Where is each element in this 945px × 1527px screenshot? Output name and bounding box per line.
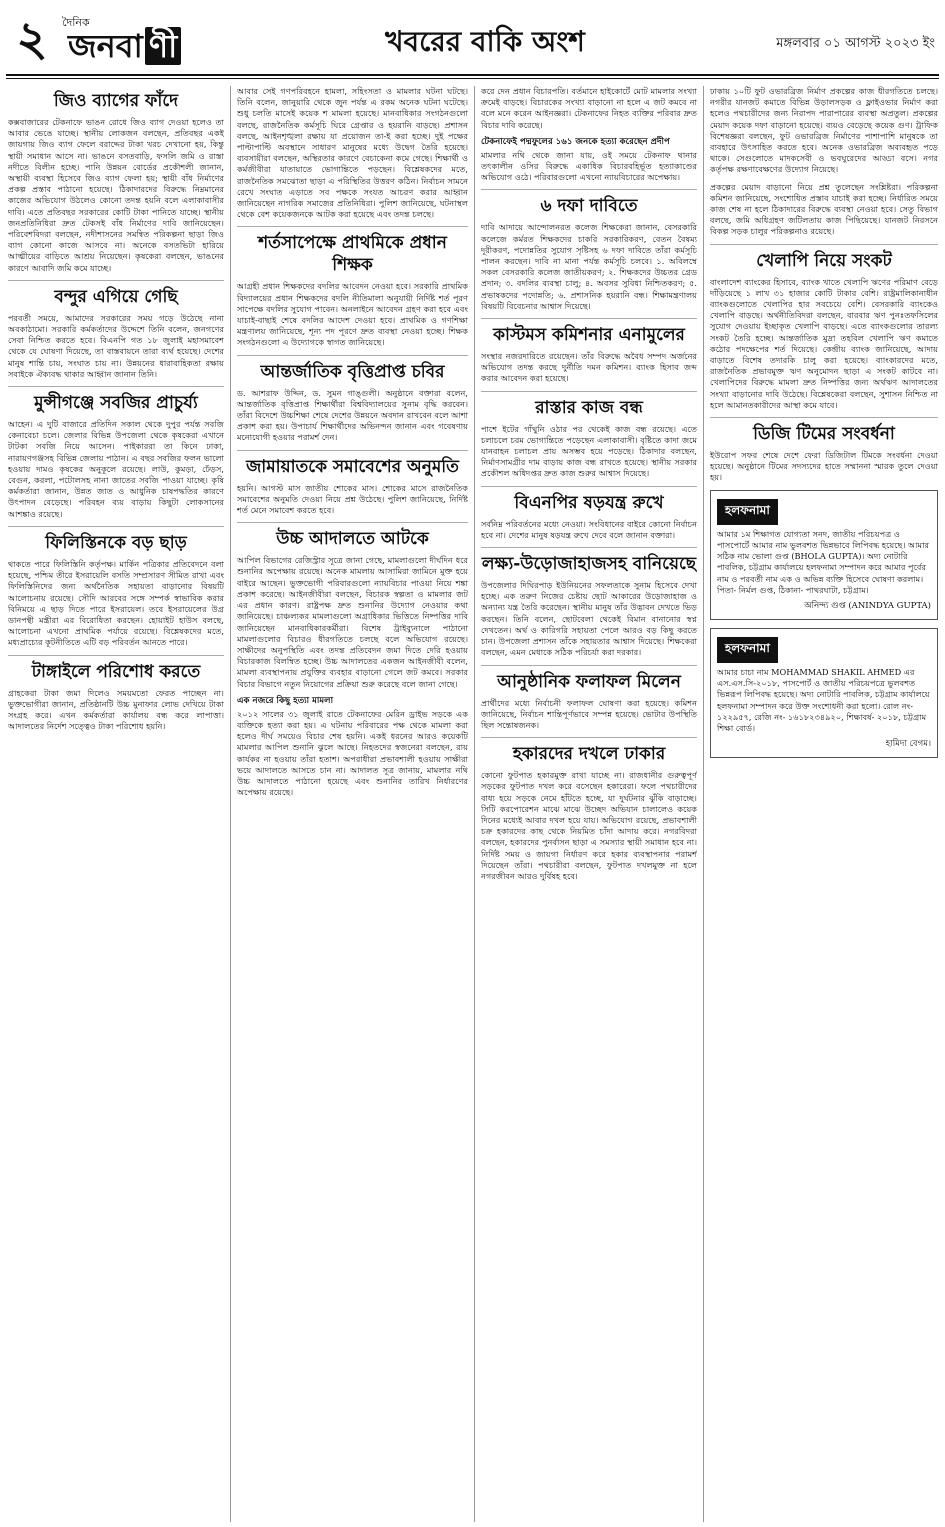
masthead-rule-thin	[6, 78, 939, 79]
article-headline: আনুষ্ঠানিক ফলাফল মিলেন	[481, 665, 697, 693]
article-body: ইউরোপ সফর শেষে দেশে ফেরা ডিজিটাল টিমকে সংবর্ধনা দেওয়া হয়েছে। অনুষ্ঠানে টিমের সদস্যদের হাতে সম্মাননা স্মারক তুলে দেওয়া হয়।	[710, 450, 938, 483]
article-body: আপিল বিভাগের রেজিস্ট্রার সূত্রে জানা গেছে, মামলাগুলো দীর্ঘদিন ধরে শুনানির অপেক্ষায় রয়েছে। অনেক মামলায় আসামিরা জামিনে মুক্ত হয়ে বাইরে আছেন। ভুক্তভোগী পরিবারগুলো ন্যায়বিচার পাওয়া নিয়ে শঙ্কা প্রকাশ করেছে। আইনজীবীরা বলছেন, বিচারক স্বল্পতা ও মামলার জট এর প্রধান কারণ। রাষ্ট্রপক্ষ দ্রুত শুনানির উদ্যোগ নেওয়ার কথা জানিয়েছে। চাঞ্চল্যকর মামলাগুলো অগ্রাধিকার ভিত্তিতে নিষ্পত্তির দাবি জানিয়েছেন মানবাধিকারকর্মীরা। বিশেষ ট্রাইব্যুনালে পাঠানো মামলাগুলোর বিচারও ধীরগতিতে চলছে বলে অভিযোগ রয়েছে। সাক্ষীদের অনুপস্থিতি এবং তদন্ত প্রতিবেদন জমা দিতে দেরি হওয়ায় বিচারকাজ বিলম্বিত হচ্ছে। উচ্চ আদালতের একজন আইনজীবী বলেন, মামলা ব্যবস্থাপনায় প্রযুক্তির ব্যবহার বাড়ানো গেলে জট কমবে। সরকার বিচার বিভাগে নতুন নিয়োগের প্রক্রিয়া শুরু করেছে বলে জানা গেছে।	[237, 555, 468, 689]
daily-label: দৈনিক	[62, 16, 90, 29]
article-body: করে দেন প্রধান বিচারপতি। বর্তমানে হাইকোর্টে মোট মামলার সংখ্যা ক্রমেই বাড়ছে। বিচারকের সংখ্যা বাড়ানো না হলে এ জট কমবে না বলে মনে করেন আইনজ্ঞরা। টেকনাফের নিহত ব্যক্তির পরিবার দ্রুত বিচার দাবি করেছে।	[481, 86, 697, 130]
article	[237, 450, 468, 517]
article-body: বাংলাদেশ ব্যাংকের হিসাবে, ব্যাংক খাতে খেলাপি ঋণের পরিমাণ বেড়ে দাঁড়িয়েছে ১ লাখ ৩১ হাজার কোটি টাকার বেশি। রাষ্ট্রমালিকানাধীন ব্যাংকগুলোতে খেলাপির হার সবচেয়ে বেশি। বেসরকারি ব্যাংকেও খেলাপি বাড়ছে। অর্থনীতিবিদরা বলছেন, বারবার ঋণ পুনঃতফসিলের সুযোগ দেওয়ায় ইচ্ছাকৃত খেলাপি বাড়ছে। এতে ব্যাংকগুলোর তারল্য সংকট তৈরি হচ্ছে। আন্তর্জাতিক মুদ্রা তহবিল খেলাপি ঋণ কমাতে কঠোর পদক্ষেপের শর্ত দিয়েছে। কেন্দ্রীয় ব্যাংক জানিয়েছে, আদায় বাড়াতে বিশেষ তদারকি চালু করা হয়েছে। ব্যাংকারদের মতে, রাজনৈতিক প্রভাবমুক্ত ঋণ অনুমোদন ছাড়া এ সংকট কাটবে না। খেলাপিদের বিরুদ্ধে মামলা দ্রুত নিষ্পত্তির জন্য অর্থঋণ আদালতের সংখ্যা বাড়ানোর দাবি উঠেছে। বিশ্লেষকেরা বলছেন, সুশাসন নিশ্চিত না হলে আমানতকারীদের আস্থা কমে যাবে।	[710, 276, 938, 410]
affidavit-signature: হামিদা বেগম।	[885, 739, 931, 750]
article	[8, 280, 224, 380]
article-headline: টাঙ্গাইলে পরিশোধ করতে	[8, 655, 224, 683]
article	[8, 655, 224, 733]
article-body: থাকতে পারে ফিলিস্তিনি কর্তৃপক্ষ। মার্কিন পত্রিকার প্রতিবেদনে বলা হয়েছে, পশ্চিম তীরে ইসরায়েলি বসতি সম্প্রসারণ সীমিত রাখা এবং ফিলিস্তিনিদের জন্য অর্থনৈতিক সহায়তা বাড়ানোর বিষয়টি আলোচনায় রয়েছে। সৌদি আরবের সঙ্গে সম্পর্ক স্বাভাবিক করার বিনিময়ে এ ছাড় দিতে পারে ইসরায়েল। তবে ইসরায়েলের উগ্র ডানপন্থী মন্ত্রীরা এর বিরোধিতা করছেন। হোয়াইট হাউস বলছে, আলোচনা এখনো প্রাথমিক পর্যায়ে রয়েছে। বিশ্লেষকদের মতে, মধ্যপ্রাচ্যের কূটনীতিতে এটি বড় পরিবর্তন আনতে পারে।	[8, 558, 224, 648]
article-headline: বন্দুর এগিয়ে গেছি	[8, 280, 224, 308]
article	[8, 386, 224, 520]
article	[710, 182, 938, 238]
article	[237, 86, 468, 220]
article-headline: আন্তর্জাতিক বৃত্তিপ্রাপ্ত চবির	[237, 355, 468, 383]
article	[710, 244, 938, 411]
affidavit-notice	[710, 628, 938, 758]
affidavit-signature: অনিন্দ্য গুপ্ত (ANINDYA GUPTA)	[804, 600, 931, 611]
masthead-rule	[6, 74, 939, 76]
article-headline: ফিলিস্তিনকে বড় ছাড়	[8, 526, 224, 554]
article-body: আগ্রহী প্রধান শিক্ষকদের বদলির আবেদন নেওয়া হবে। সরকারি প্রাথমিক বিদ্যালয়ের প্রধান শিক্ষকদের বদলি নীতিমালা অনুযায়ী নির্দিষ্ট শর্ত পূরণ সাপেক্ষে বদলির সুযোগ পাবেন। অনলাইনে আবেদন গ্রহণ করা হবে এবং যাচাই-বাছাই শেষে বদলির আদেশ দেওয়া হবে। প্রাথমিক ও গণশিক্ষা মন্ত্রণালয় জানিয়েছে, শূন্য পদ পূরণে দ্রুত ব্যবস্থা নেওয়া হচ্ছে। শিক্ষক সংগঠনগুলো এ উদ্যোগকে স্বাগত জানিয়েছে।	[237, 281, 468, 348]
article-body: ঢাকায় ১০টি ফুট ওভারব্রিজ নির্মাণ প্রকল্পের কাজ ধীরগতিতে চলছে। নগরীর যানজট কমাতে বিভিন্ন উড়ালসড়ক ও ফ্লাইওভার নির্মাণ করা হলেও পথচারীদের জন্য নিরাপদ পারাপারের ব্যবস্থা অপ্রতুল। প্রকল্পের মেয়াদ কয়েক দফা বাড়ানো হয়েছে। ব্যয়ও বেড়েছে কয়েক গুণ। ট্রাফিক বিশেষজ্ঞরা বলছেন, ফুট ওভারব্রিজ নির্মাণের পাশাপাশি মানুষকে তা ব্যবহারে উৎসাহিত করতে হবে। অনেক ওভারব্রিজ অব্যবহৃত পড়ে থাকে। সেগুলোতে মাদকসেবী ও ভবঘুরেদের আড্ডা বসে। নগর কর্তৃপক্ষ রক্ষণাবেক্ষণের উদ্যোগ নিয়েছে।	[710, 86, 938, 175]
article-body: গ্রাহকেরা টাকা জমা দিলেও সময়মতো ফেরত পাচ্ছেন না। ভুক্তভোগীরা জানান, প্রতিষ্ঠানটি উচ্চ মুনাফার লোভ দেখিয়ে টাকা সংগ্রহ করে। এখন কর্মকর্তারা কার্যালয় বন্ধ করে লাপাত্তা। আদালতের নির্দেশ সত্ত্বেও টাকা পরিশোধ হয়নি।	[8, 687, 224, 732]
article-headline: ডিজি টিমের সংবর্ধনা	[710, 417, 938, 445]
article-body: প্রার্থীদের মধ্যে নির্বাচনী ফলাফল ঘোষণা করা হয়েছে। কমিশন জানিয়েছে, নির্বাচন শান্তিপূর্ণভাবে সম্পন্ন হয়েছে। ভোটার উপস্থিতি ছিল সন্তোষজনক।	[481, 697, 697, 730]
article	[710, 417, 938, 484]
article-headline: খেলাপি নিয়ে সংকট	[710, 244, 938, 272]
article	[481, 737, 697, 882]
article	[237, 696, 468, 799]
article	[8, 526, 224, 649]
article-headline: বিএনপির ষড়যন্ত্র রুখে	[481, 486, 697, 514]
article	[8, 90, 224, 274]
logo-main: জনবা	[68, 27, 143, 65]
article-headline: উচ্চ আদালতে আটকে	[237, 522, 468, 550]
article-body: উপজেলার দিঘিরপাড় ইউনিয়নের সফলতাকে সুনাম হিসেবে দেখা হচ্ছে। এক তরুণ নিজের চেষ্টায় ছোট আকারের উড়োজাহাজ ও অন্যান্য যন্ত্র তৈরি করেছেন। স্থানীয় মানুষ তাঁর উদ্ভাবন দেখতে ভিড় করছেন। তিনি বলেন, ছোটবেলা থেকেই বিমান বানানোর স্বপ্ন দেখতেন। অর্থ ও কারিগরি সহায়তা পেলে আরও বড় কিছু করতে চান। উপজেলা প্রশাসন তাঁকে সহায়তার আশ্বাস দিয়েছে। শিক্ষকেরা বলছেন, এমন মেধাকে সঠিক পরিচর্যা করা দরকার।	[481, 580, 697, 658]
article	[481, 486, 697, 541]
article-headline: কাস্টমস কমিশনার এনামুলের	[481, 318, 697, 346]
article-headline: হকারদের দখলে ঢাকার	[481, 737, 697, 765]
article-headline: লক্ষ্য-উড়োজাহাজসহ বানিয়েছে	[481, 547, 697, 575]
affidavit-title: হলফনামা	[717, 637, 778, 663]
dateline: মঙ্গলবার ০১ আগস্ট ২০২৩ ইং	[776, 36, 935, 51]
article-headline: জিও ব্যাগের ফাঁদে	[53, 91, 179, 111]
article-body: পরবর্তী সময়ে, আমাদের সরকারের সময় গড়ে উঠেছে নানা অবকাঠামো। সরকারি কর্মকর্তাদের উদ্দেশে তিনি বলেন, জনগণের সেবা নিশ্চিত করতে হবে। বিএনপি গত ১৮ জুলাই মহাসমাবেশ থেকে যে ঘোষণা দিয়েছে, তা বাস্তবায়নে তারা ব্যর্থ হয়েছে। দেশের মানুষ শান্তি চায়, সংঘাত চায় না। উন্নয়নের ধারাবাহিকতা রক্ষায় সবাইকে ঐক্যবদ্ধ থাকার আহ্বান জানান তিনি।	[8, 312, 224, 379]
column-4	[710, 86, 938, 1522]
article	[481, 547, 697, 658]
column-1	[8, 86, 224, 1522]
article	[481, 665, 697, 732]
article-headline: জামায়াতকে সমাবেশের অনুমতি	[237, 450, 468, 478]
article	[710, 86, 938, 176]
article-body: হয়নি। আগস্ট মাস জাতীয় শোকের মাস। শোকের মাসে রাজনৈতিক সমাবেশের অনুমতি দেওয়া নিয়ে প্রশ্ন উঠেছে। পুলিশ জানিয়েছে, নির্দিষ্ট শর্ত মেনে সমাবেশ করতে হবে।	[237, 482, 468, 516]
article	[481, 86, 697, 131]
column-3	[481, 86, 697, 1522]
article-headline: মুন্সীগঞ্জে সবজির প্রাচুর্য্য	[8, 386, 224, 414]
affidavit-notice	[710, 490, 938, 620]
section-title: খবরের বাকি অংশ	[385, 25, 585, 58]
article-subhead: এক নজরে কিছু হত্যা মামলা	[237, 695, 334, 706]
article-body: পাশে ইটের গাঁথুনি ওঠার পর থেকেই কাজ বন্ধ রয়েছে। এতে চলাচলে চরম ভোগান্তিতে পড়েছেন এলাকাবাসী। বৃষ্টিতে কাদা জমে যানবাহন চলাচল প্রায় অসম্ভব হয়ে পড়েছে। ঠিকাদার বলছেন, নির্মাণসামগ্রীর দাম বাড়ায় কাজ বন্ধ রাখতে হয়েছে। স্থানীয় সরকার প্রকৌশল অধিদপ্তর দ্রুত কাজ শুরুর আশ্বাস দিয়েছে।	[481, 423, 697, 479]
affidavit-body: আমার চাচা নাম MOHAMMAD SHAKIL AHMED এর এস.এস.সি-২০১৮, পাসপোর্ট ও জাতীয় পরিচয়পত্রে ভুলবশত ভিন্নরূপ লিপিবদ্ধ হয়েছে। অদ্য নোটারি পাবলিক, চট্টগ্রাম কার্যালয়ে হলফনামা সম্পাদন করে উক্ত সংশোধনী করা হলো। রোল নং- ১২২৯৫৭, রেজি নং- ১৬১৮২৩৪৯২০, শিক্ষাবর্ষ- ২০১৮, চট্টগ্রাম শিক্ষা বোর্ড।	[717, 666, 930, 733]
article	[481, 189, 697, 312]
article-body: সংস্থার নজরদারিতে রয়েছেন। তাঁর বিরুদ্ধে অবৈধ সম্পদ অর্জনের অভিযোগ তদন্ত করছে দুর্নীতি দমন কমিশন। ব্যাংক হিসাব জব্দ করার আবেদন করা হয়েছে।	[481, 351, 697, 384]
article-body: আবার সেই গণপরিবহনে হামলা, সহিংসতা ও মামলার ঘটনা ঘটছে। তিনি বলেন, জানুয়ারি থেকে জুন পর্যন্ত এ রকম অনেক ঘটনা ঘটেছে। শুধু চলতি মাসেই কয়েক শ মামলা হয়েছে। মানবাধিকার সংগঠনগুলো বলছে, রাজনৈতিক কর্মসূচি ঘিরে গ্রেপ্তার ও হয়রানি বাড়ছে। প্রশাসন বলছে, আইনশৃঙ্খলা রক্ষায় যা প্রয়োজন তা-ই করা হচ্ছে। দুই পক্ষের পাল্টাপাল্টি অবস্থানে সাধারণ মানুষের মধ্যে উদ্বেগ তৈরি হয়েছে। ব্যবসায়ীরা বলছেন, অস্থিরতার কারণে বেচাকেনা কমে গেছে। শিক্ষার্থী ও কর্মজীবীরা যাতায়াতে ভোগান্তিতে পড়ছেন। বিশ্লেষকদের মতে, রাজনৈতিক সমঝোতা ছাড়া এ পরিস্থিতির উত্তরণ কঠিন। নির্বাচন সামনে রেখে সংঘাত এড়াতে সব পক্ষকে সংযত আচরণ করার আহ্বান জানিয়েছেন নাগরিক সমাজের প্রতিনিধিরা। পুলিশ জানিয়েছে, ঘটনাস্থল থেকে বেশ কয়েকজনকে আটক করা হয়েছে এবং তদন্ত চলছে।	[237, 86, 468, 220]
column-divider	[474, 86, 475, 1522]
article	[237, 355, 468, 444]
article-body: আহেন। এ দুটি বাজারে প্রতিদিন সকাল থেকে দুপুর পর্যন্ত সবজি কেনাবেচা চলে। জেলার বিভিন্ন উপজেলা থেকে কৃষকেরা এখানে টাটকা সবজি নিয়ে আসেন। পাইকাররা তা কিনে ঢাকা, নারায়ণগঞ্জসহ বিভিন্ন জেলায় পাঠান। এ বছর সবজির ফলন ভালো হওয়ায় দামও কৃষকের অনুকূলে রয়েছে। লাউ, কুমড়া, ঢেঁড়স, বেগুন, করলা, পটোলসহ নানা জাতের সবজি পাওয়া যাচ্ছে। কৃষি কর্মকর্তারা জানান, উন্নত জাত ও আধুনিক চাষপদ্ধতির কারণে উৎপাদন বেড়েছে। পরিবহন ব্যয় বাড়ায় কিছুটা লোকসানের আশঙ্কাও রয়েছে।	[8, 419, 224, 519]
article	[481, 391, 697, 480]
newspaper-logo	[62, 26, 187, 66]
article-subhead: টেকনাফেই পদ্মফুলের ১৬১ জনকে হত্যা করেছেন প্রদীপ	[481, 136, 670, 147]
affidavit-title: হলফনামা	[717, 499, 778, 525]
article-body: ২০১২ সালের ৩১ জুলাই রাতে টেকনাফের মেরিন ড্রাইভ সড়কে এক ব্যক্তিকে হত্যা করা হয়। এ ঘটনায় পরিবারের পক্ষ থেকে মামলা করা হলেও দীর্ঘ সময়েও বিচার শেষ হয়নি। একই ধরনের আরও কয়েকটি মামলার আপিল শুনানি ঝুলে আছে। নিহতদের স্বজনেরা বলছেন, রায় কার্যকর না হওয়ায় তাঁরা হতাশ। অপরাধীরা প্রভাবশালী হওয়ায় সাক্ষীরা ভয়ে আদালতে আসতে চান না। আদালত সূত্র জানায়, মামলার নথি উচ্চ আদালতে পাঠানো হয়েছে এবং শুনানির তারিখ নির্ধারণের অপেক্ষায় রয়েছে।	[237, 708, 468, 798]
article-headline: ৬ দফা দাবিতে	[481, 189, 697, 217]
article-body: কোনো ফুটপাত হকারমুক্ত রাখা যাচ্ছে না। রাজধানীর গুরুত্বপূর্ণ সড়কের ফুটপাত দখল করে বসেছেন হকারেরা। ফলে পথচারীদের বাধ্য হয়ে সড়কে নেমে হাঁটতে হচ্ছে, যা দুর্ঘটনার ঝুঁকি বাড়াচ্ছে। সিটি করপোরেশন মাঝে মাঝে উচ্ছেদ অভিযান চালালেও কয়েক দিনের মধ্যেই আবার দখল হয়ে যায়। অভিযোগ রয়েছে, প্রভাবশালী চক্র হকারদের কাছ থেকে নিয়মিত চাঁদা আদায় করে। নগরবিদরা বলছেন, হকারদের পুনর্বাসন ছাড়া এ সমস্যার স্থায়ী সমাধান হবে না। নির্দিষ্ট সময় ও জায়গা নির্ধারণ করে হকার ব্যবস্থাপনার পরামর্শ দিয়েছেন তাঁরা। পথচারীরা বলছেন, ফুটপাত দখলমুক্ত না হলে নগরজীবন আরও দুর্বিষহ হবে।	[481, 770, 697, 881]
article	[481, 137, 697, 184]
column-2	[237, 86, 468, 1522]
page-number: ২	[16, 11, 48, 67]
article-body: দাবি আদায়ে আন্দোলনরত কলেজ শিক্ষকেরা জানান, বেসরকারি কলেজে কর্মরত শিক্ষকদের চাকরি সরকারিকরণ, বেতন বৈষম্য দূরীকরণ, পদোন্নতির সুযোগ সৃষ্টিসহ ৬ দফা দাবিতে তাঁরা কর্মসূচি পালন করছেন। দাবি না মানা পর্যন্ত কর্মসূচি চলবে। ১. অবিলম্বে সকল বেসরকারি কলেজ জাতীয়করণ; ২. শিক্ষকদের উচ্চতর গ্রেড প্রদান; ৩. বদলির ব্যবস্থা চালু; ৪. অবসর সুবিধা নিশ্চিতকরণ; ৫. প্রভাষকদের পদোন্নতি; ৬. প্রশাসনিক হয়রানি বন্ধ। শিক্ষামন্ত্রণালয় বিষয়টি বিবেচনার আশ্বাস দিয়েছে।	[481, 222, 697, 311]
article	[237, 226, 468, 348]
column-divider	[703, 86, 704, 1522]
masthead	[0, 0, 945, 80]
article-headline: রাস্তার কাজ বন্ধ	[481, 391, 697, 419]
article-headline: শর্তসাপেক্ষে প্রাথমিকে প্রধান শিক্ষক	[237, 226, 468, 276]
article	[237, 522, 468, 689]
column-divider	[230, 86, 231, 1522]
article-body: প্রকল্পের মেয়াদ বাড়ানো নিয়ে প্রশ্ন তুলেছেন সংশ্লিষ্টরা। পরিকল্পনা কমিশন জানিয়েছে, সংশোধিত প্রস্তাব যাচাই করা হচ্ছে। নির্ধারিত সময়ে কাজ শেষ না হলে ঠিকাদারের বিরুদ্ধে ব্যবস্থা নেওয়া হবে। সেতু বিভাগ বলছে, জমি অধিগ্রহণ জটিলতায় কাজ পিছিয়েছে। যানজট নিরসনে বিকল্প সড়ক চালুর পরিকল্পনাও রয়েছে।	[710, 181, 938, 237]
article-body: ড. আশরাফ উদ্দিন, ড. সুমন গাঙ্গুলী। অনুষ্ঠানে বক্তারা বলেন, আন্তর্জাতিক বৃত্তিপ্রাপ্ত শিক্ষার্থীরা বিশ্ববিদ্যালয়ের সুনাম বৃদ্ধি করবেন। তাঁরা বিদেশে উচ্চশিক্ষা শেষে দেশের উন্নয়নে অবদান রাখবেন বলে আশা প্রকাশ করা হয়। উপাচার্য শিক্ষার্থীদের অভিনন্দন জানান এবং গবেষণায় মনোযোগী হওয়ার পরামর্শ দেন।	[237, 387, 468, 443]
article-body: সর্বনিম্ন পরিবর্তনের মধ্যে নেওয়া। সংবিধানের বাইরে কোনো নির্বাচন হবে না। দেশের মানুষ ষড়যন্ত্র রুখে দেবে বলে জানান বক্তারা।	[481, 518, 697, 540]
article	[481, 318, 697, 385]
logo-tail: ণী	[145, 27, 182, 65]
article-body: মামলার নথি থেকে জানা যায়, ওই সময়ে টেকনাফ থানার তৎকালীন ওসির বিরুদ্ধে একাধিক বিচারবহির্ভূত হত্যাকাণ্ডের অভিযোগ ওঠে। পরিবারগুলো এখনো ন্যায়বিচারের অপেক্ষায়।	[481, 149, 697, 183]
article-body: কক্সবাজারের টেকনাফে ভাঙন রোধে জিও ব্যাগ দেওয়া হলেও তা আবার ভেঙে যাচ্ছে। স্থানীয় লোকজন বলছেন, প্রতিবছর একই জায়গায় জিও ব্যাগ ফেলে বরাদ্দের টাকা খরচ দেখানো হয়, কিন্তু স্থায়ী সমাধান আসে না। ভাঙনে বসতবাড়ি, ফসলি জমি ও রাস্তা নদীতে বিলীন হচ্ছে। পানি উন্নয়ন বোর্ডের প্রকৌশলী জানান, অস্থায়ী ব্যবস্থা হিসেবে জিও ব্যাগ ফেলা হয়; স্থায়ী বাঁধ নির্মাণের প্রকল্প প্রস্তাব পাঠানো হয়েছে। ঠিকাদারদের বিরুদ্ধে নিম্নমানের কাজের অভিযোগ উঠলেও কোনো তদন্ত হয়নি বলে এলাকাবাসীর দাবি। এতে প্রতিবছর সরকারের কোটি টাকা পানিতে যাচ্ছে। স্থানীয় জনপ্রতিনিধিরা দ্রুত টেকসই বাঁধ নির্মাণের দাবি জানিয়েছেন। পরিবেশবিদরা বলছেন, নদীশাসনের সমন্বিত পরিকল্পনা ছাড়া জিও ব্যাগ কোনো কাজে আসবে না। অনেকে বসতভিটা হারিয়ে আত্মীয়ের বাড়িতে আশ্রয় নিয়েছেন। কৃষকেরা বলছেন, ভাঙনের কারণে আবাদি জমি কমে যাচ্ছে।	[8, 117, 224, 273]
affidavit-body: আমার ১ম শিক্ষাগত যোগ্যতা সনদ, জাতীয় পরিচয়পত্র ও পাসপোর্টে আমার নাম ভুলবশত ভিন্নভাবে লিপিবদ্ধ হয়েছে। আমার সঠিক নাম ভোলা গুপ্ত (BHOLA GUPTA)। অদ্য নোটারি পাবলিক, চট্টগ্রাম কার্যালয়ে হলফনামা সম্পাদন করে আমার পূর্বের নাম ও পরবর্তী নাম এক ও অভিন্ন ব্যক্তি হিসেবে ঘোষণা করলাম। পিতা- নির্মল গুপ্ত, ঠিকানা- পাথরঘাটা, চট্টগ্রাম।	[717, 528, 929, 595]
